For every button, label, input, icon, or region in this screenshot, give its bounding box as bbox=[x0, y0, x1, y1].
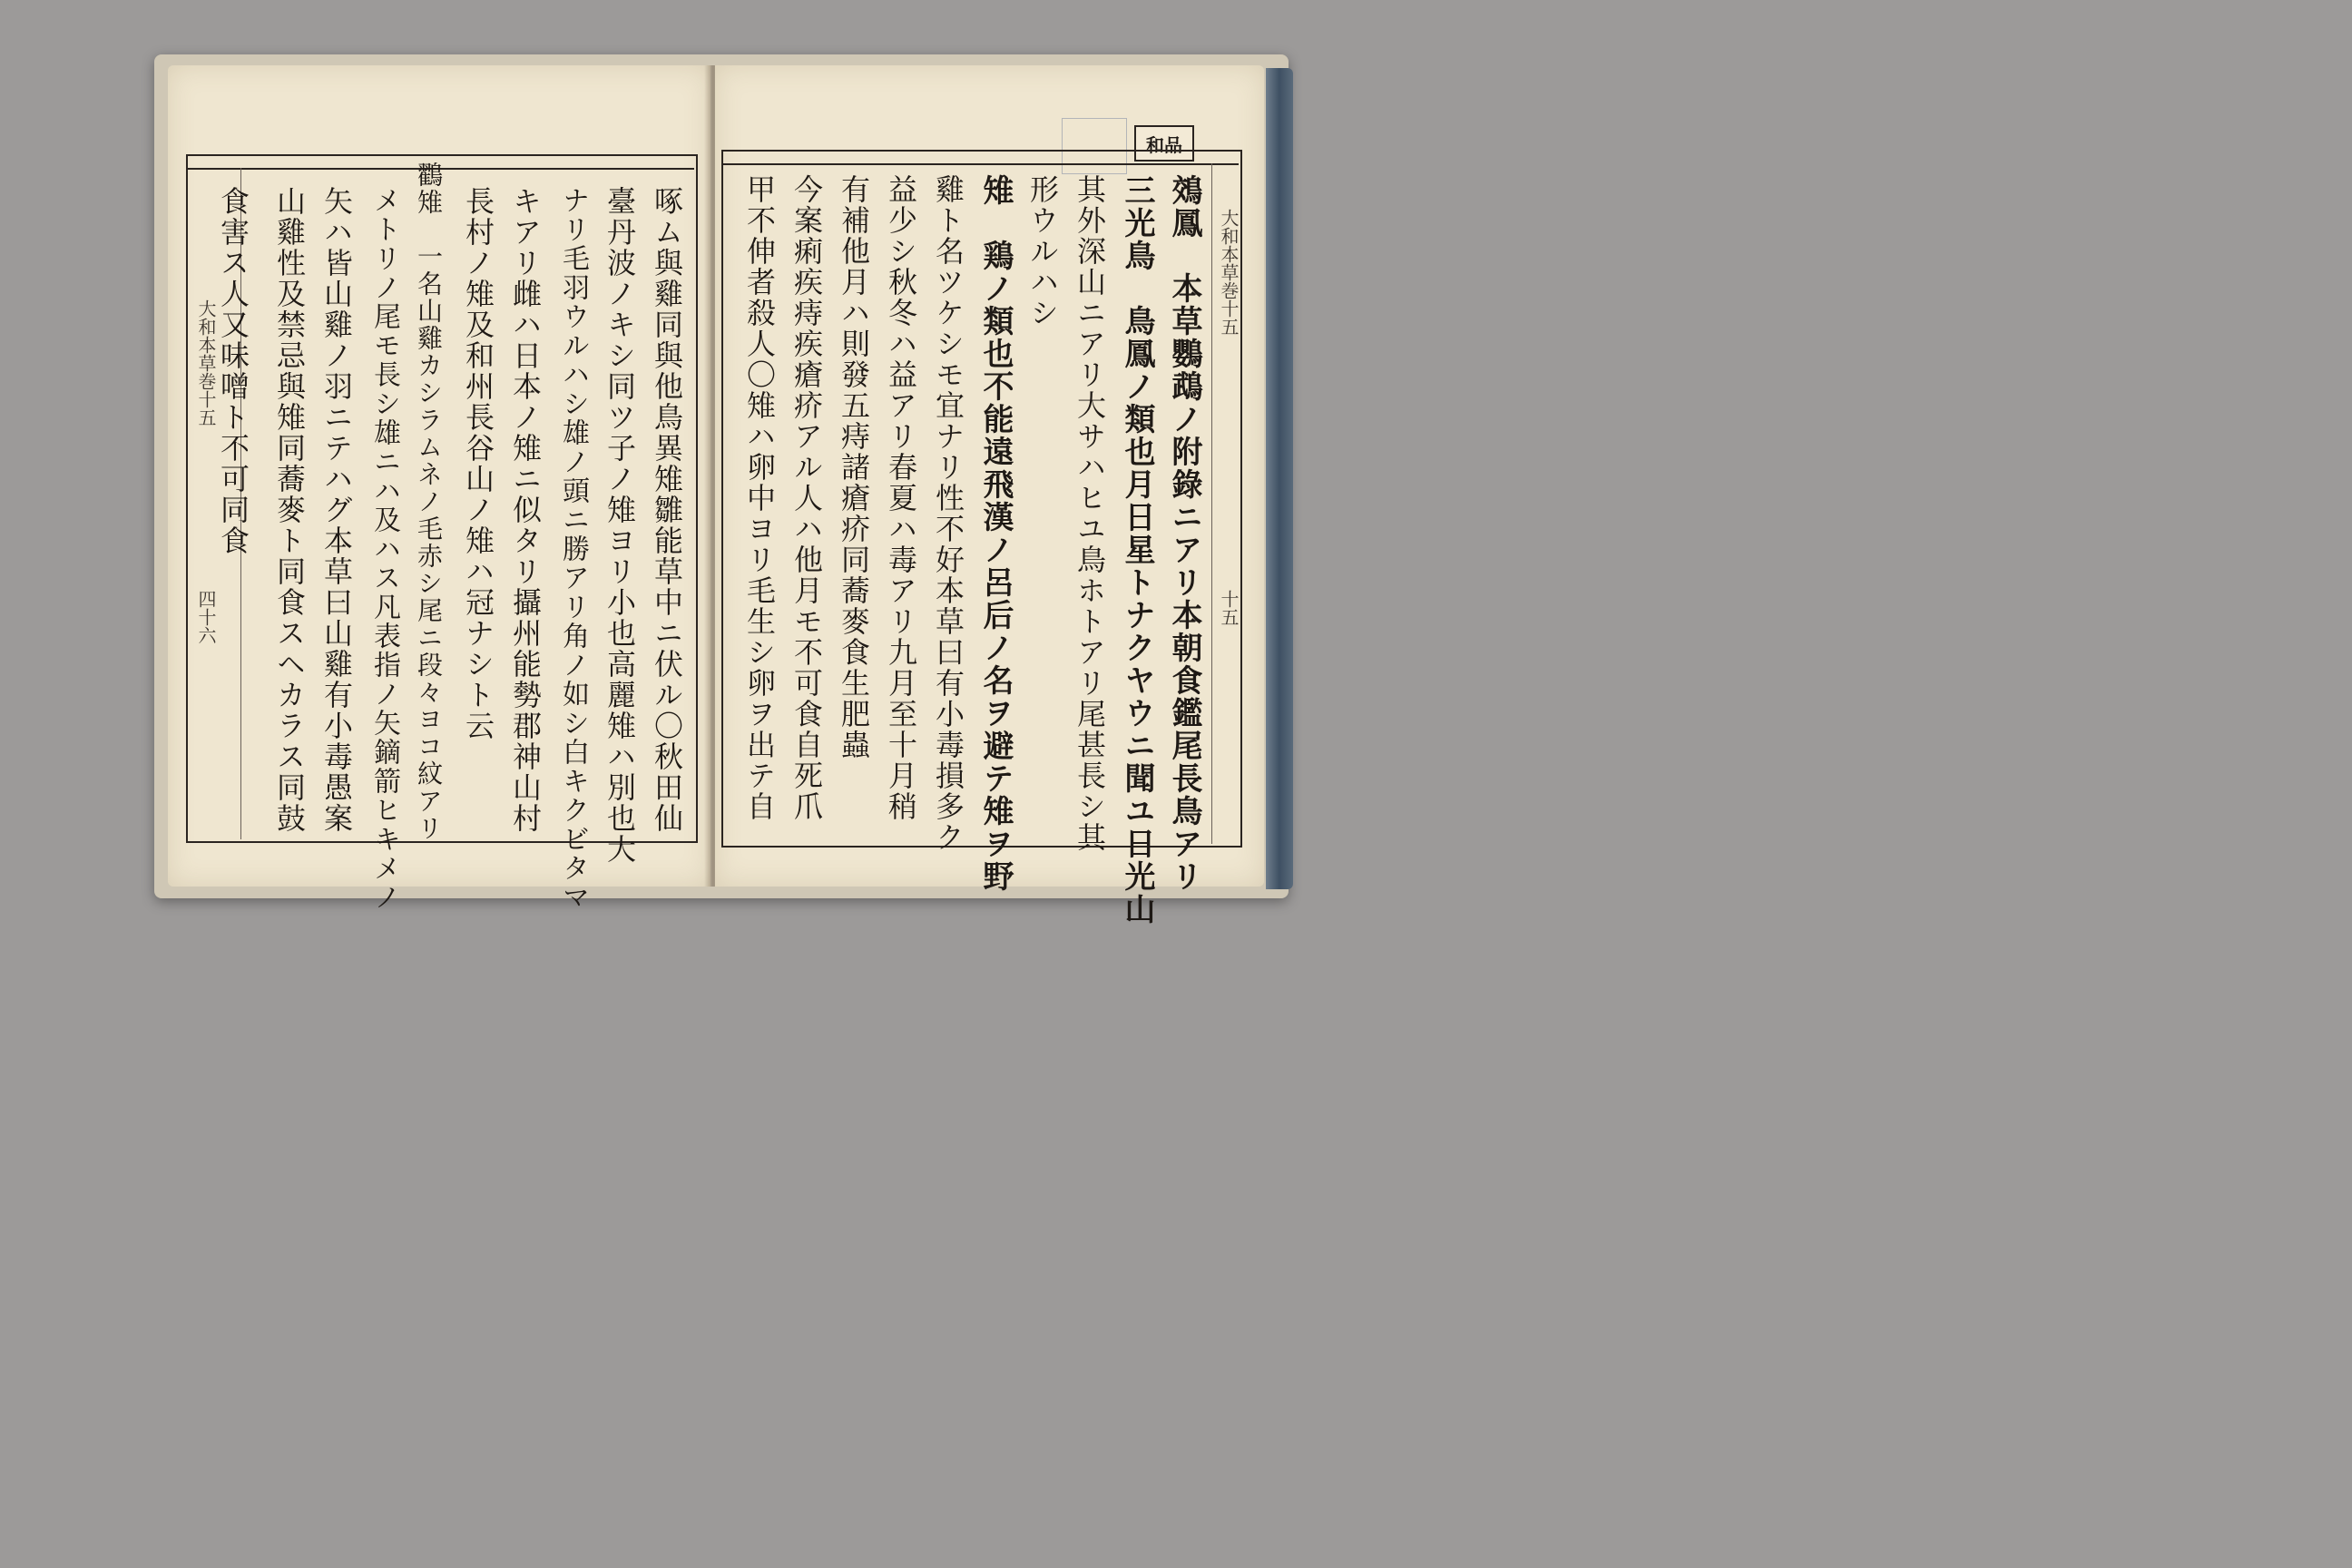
right-margin-title: 大和本草巻十五 bbox=[1218, 209, 1240, 336]
right-column-10: 甲不伸者殺人〇雉ハ卵中ヨリ毛生シ卵ヲ出テ自 bbox=[742, 174, 777, 822]
left-column-5: 長村ノ雉及和州長谷山ノ雉ハ冠ナシト云 bbox=[461, 186, 495, 741]
right-column-8: 有補他月ハ則發五痔諸瘡疥同蕎麥食生肥蟲 bbox=[837, 174, 871, 760]
book-spine bbox=[1266, 68, 1293, 889]
left-column-1: 啄ム與雞同與他鳥異雉雛能草中ニ伏ル〇秋田仙 bbox=[650, 186, 684, 834]
left-column-7: メトリノ尾モ長シ雄ニハ及ハス凡表指ノ矢鏑箭ヒキメノ bbox=[368, 186, 400, 912]
category-label-box: 和品 bbox=[1134, 125, 1194, 162]
right-column-7: 益少シ秋冬ハ益アリ春夏ハ毒アリ九月至十月稍 bbox=[884, 174, 918, 822]
left-column-6: 鸐雉 一名山雞カシラムネノ毛赤シ尾ニ段々ヨコ紋アリ bbox=[414, 162, 444, 842]
right-frame-inner-top bbox=[721, 163, 1239, 165]
right-column-9: 今案痢疾痔疾瘡疥アル人ハ他月モ不可食自死爪 bbox=[789, 174, 824, 822]
right-column-4: 形ウルハシ bbox=[1025, 174, 1060, 328]
left-column-9: 山雞性及禁忌與雉同蕎麥ト同食スヘカラス同鼓 bbox=[272, 186, 307, 834]
left-column-2: 臺丹波ノキシ同ツ子ノ雉ヨリ小也高麗雉ハ別也大 bbox=[603, 186, 637, 865]
left-column-10: 食害ス人又味噌ト不可同食 bbox=[216, 186, 250, 556]
right-column-5: 雉 鶏ノ類也不能遠飛漢ノ呂后ノ名ヲ避テ雉ヲ野 bbox=[977, 174, 1014, 893]
left-page-number: 四十六 bbox=[195, 590, 217, 644]
left-margin-title: 大和本草巻十五 bbox=[195, 299, 217, 426]
right-page-number: 十五 bbox=[1218, 590, 1240, 626]
right-column-2: 三光鳥 鳥鳳ノ類也月日星トナクヤウニ聞ユ日光山 bbox=[1119, 174, 1155, 926]
right-margin-divider bbox=[1211, 163, 1212, 844]
right-column-3: 其外深山ニアリ大サハヒユ鳥ホトアリ尾甚長シ其 bbox=[1073, 174, 1107, 853]
right-column-6: 雞ト名ツケシモ宜ナリ性不好本草曰有小毒損多ク bbox=[931, 174, 965, 853]
left-column-4: キアリ雌ハ日本ノ雉ニ似タリ攝州能勢郡神山村 bbox=[508, 186, 543, 834]
right-column-1: 鵁鳳 本草鸚鵡ノ附錄ニアリ本朝食鑑尾長鳥アリ bbox=[1166, 174, 1202, 893]
left-column-8: 矢ハ皆山雞ノ羽ニテハグ本草曰山雞有小毒愚案 bbox=[319, 186, 354, 834]
left-column-3: ナリ毛羽ウルハシ雄ノ頭ニ勝アリ角ノ如シ白キクビタマ bbox=[557, 186, 589, 912]
